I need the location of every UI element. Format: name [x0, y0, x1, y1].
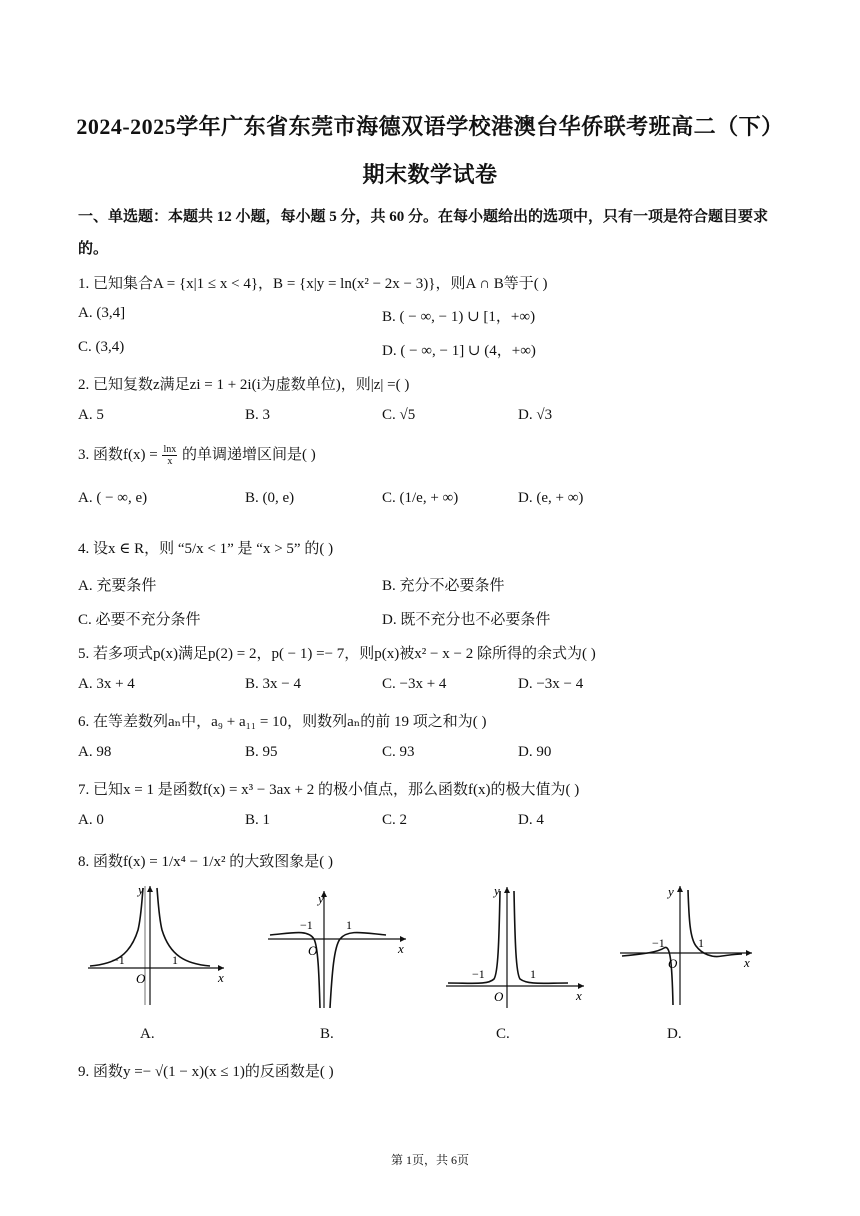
question-5-stem: 5. 若多项式p(x)满足p(2) = 2，p( − 1) =− 7，则p(x)被x² − x − 2 除所得的余式为( ) — [78, 646, 596, 662]
question-3-stem-suffix: 的单调递增区间是( ) — [181, 447, 316, 463]
graph-c-x-label: x — [576, 988, 582, 1003]
question-5-option-d[interactable]: D. −3x − 4 — [518, 676, 584, 692]
graph-option-b[interactable] — [264, 883, 414, 1013]
question-1-option-a[interactable]: A. (3,4] — [78, 305, 126, 321]
graph-a-x-label: x — [218, 970, 224, 985]
question-4-stem: 4. 设x ∈ R，则 “5/x < 1” 是 “x > 5” 的( ) — [78, 541, 334, 557]
graph-c-y-label: y — [494, 883, 500, 898]
question-5-option-b[interactable]: B. 3x − 4 — [245, 676, 301, 692]
question-3-fraction-denominator: x — [167, 456, 173, 468]
question-6-option-b[interactable]: B. 95 — [245, 744, 278, 760]
question-2-stem: 2. 已知复数z满足zi = 1 + 2i(i为虚数单位)，则|z| =( ) — [78, 377, 410, 393]
page-footer: 第 1页，共 6页 — [390, 1153, 469, 1167]
graph-d-x-label: x — [744, 955, 750, 970]
question-4-option-b[interactable]: B. 充分不必要条件 — [382, 578, 505, 594]
graph-d-origin: O — [668, 956, 678, 971]
section-heading: 一、单选题：本题共 12 小题，每小题 5 分，共 60 分。在每小题给出的选项中，只有一项是符合题目要求 — [78, 209, 769, 225]
question-3-stem-prefix: 3. 函数f(x) = — [78, 447, 158, 463]
question-5-option-c[interactable]: C. −3x + 4 — [382, 676, 447, 692]
question-7-stem: 7. 已知x = 1 是函数f(x) = x³ − 3ax + 2 的极小值点，那么函数f(x)的极大值为( ) — [78, 782, 580, 798]
graph-option-c[interactable] — [444, 883, 594, 1013]
question-1-option-d[interactable]: D. ( − ∞, − 1] ∪ (4，+∞) — [382, 343, 536, 359]
question-2-option-b[interactable]: B. 3 — [245, 407, 271, 423]
question-6-option-d[interactable]: D. 90 — [518, 744, 552, 760]
graph-d-label: D. — [667, 1026, 682, 1042]
question-7-option-a[interactable]: A. 0 — [78, 812, 104, 828]
graph-b-x-label: x — [398, 941, 404, 956]
question-3-option-a[interactable]: A. ( − ∞, e) — [78, 490, 148, 506]
question-4-option-a[interactable]: A. 充要条件 — [78, 578, 157, 594]
question-3-option-b[interactable]: B. (0, e) — [245, 490, 295, 506]
graph-c-label: C. — [496, 1026, 510, 1042]
question-3-stem — [78, 443, 316, 467]
question-6-option-c[interactable]: C. 93 — [382, 744, 415, 760]
question-1-stem: 1. 已知集合A = {x|1 ≤ x < 4}，B = {x|y = ln(x² − 2x − 3)}，则A ∩ B等于( ) — [78, 276, 548, 292]
question-9-stem: 9. 函数y =− √(1 − x)(x ≤ 1)的反函数是( ) — [78, 1064, 334, 1080]
graph-b-tick-pos: 1 — [346, 918, 352, 932]
graph-b-tick-neg: −1 — [300, 918, 313, 932]
question-6-stem: 6. 在等差数列aₙ中，a₉ + a₁₁ = 10，则数列aₙ的前 19 项之和为( ) — [78, 714, 487, 730]
graph-a-tick-pos: 1 — [172, 953, 178, 967]
question-7-option-d[interactable]: D. 4 — [518, 812, 544, 828]
graph-a-y-label: y — [138, 882, 144, 897]
question-1-option-b[interactable]: B. ( − ∞, − 1) ∪ [1，+∞) — [382, 309, 536, 325]
question-2-option-c[interactable]: C. √5 — [382, 407, 416, 423]
graph-option-a[interactable] — [84, 880, 234, 1010]
graph-b-label: B. — [320, 1026, 334, 1042]
graph-a-tick-neg: −1 — [112, 953, 125, 967]
question-2-option-a[interactable]: A. 5 — [78, 407, 104, 423]
graph-d-y-label: y — [668, 884, 674, 899]
question-4-option-c[interactable]: C. 必要不充分条件 — [78, 612, 201, 628]
section-heading-cont: 的。 — [78, 241, 109, 257]
graph-b-y-label: y — [318, 891, 324, 906]
question-7-option-c[interactable]: C. 2 — [382, 812, 408, 828]
question-2-option-d[interactable]: D. √3 — [518, 407, 553, 423]
graph-c-tick-neg: −1 — [472, 967, 485, 981]
question-6-option-a[interactable]: A. 98 — [78, 744, 112, 760]
graph-d-tick-neg: −1 — [652, 936, 665, 950]
question-7-option-b[interactable]: B. 1 — [245, 812, 271, 828]
question-4-option-d[interactable]: D. 既不充分也不必要条件 — [382, 612, 551, 628]
graph-c-tick-pos: 1 — [530, 967, 536, 981]
question-3-option-d[interactable]: D. (e, + ∞) — [518, 490, 584, 506]
exam-title-line1: 2024-2025学年广东省东莞市海德双语学校港澳台华侨联考班高二（下） — [76, 114, 784, 139]
graph-b-origin: O — [308, 943, 318, 958]
question-1-option-c[interactable]: C. (3,4) — [78, 339, 125, 355]
question-3-fraction-numerator: lnx — [163, 444, 177, 456]
question-5-option-a[interactable]: A. 3x + 4 — [78, 676, 135, 692]
graph-a-label: A. — [140, 1026, 155, 1042]
question-3-option-c[interactable]: C. (1/e, + ∞) — [382, 490, 459, 506]
graph-c-origin: O — [494, 989, 504, 1004]
exam-title-line2: 期末数学试卷 — [362, 162, 498, 187]
question-3-fraction — [162, 444, 177, 467]
question-8-stem: 8. 函数f(x) = 1/x⁴ − 1/x² 的大致图象是( ) — [78, 854, 333, 870]
graph-option-d[interactable] — [618, 880, 768, 1010]
graph-a-origin: O — [136, 971, 146, 986]
graph-d-tick-pos: 1 — [698, 936, 704, 950]
